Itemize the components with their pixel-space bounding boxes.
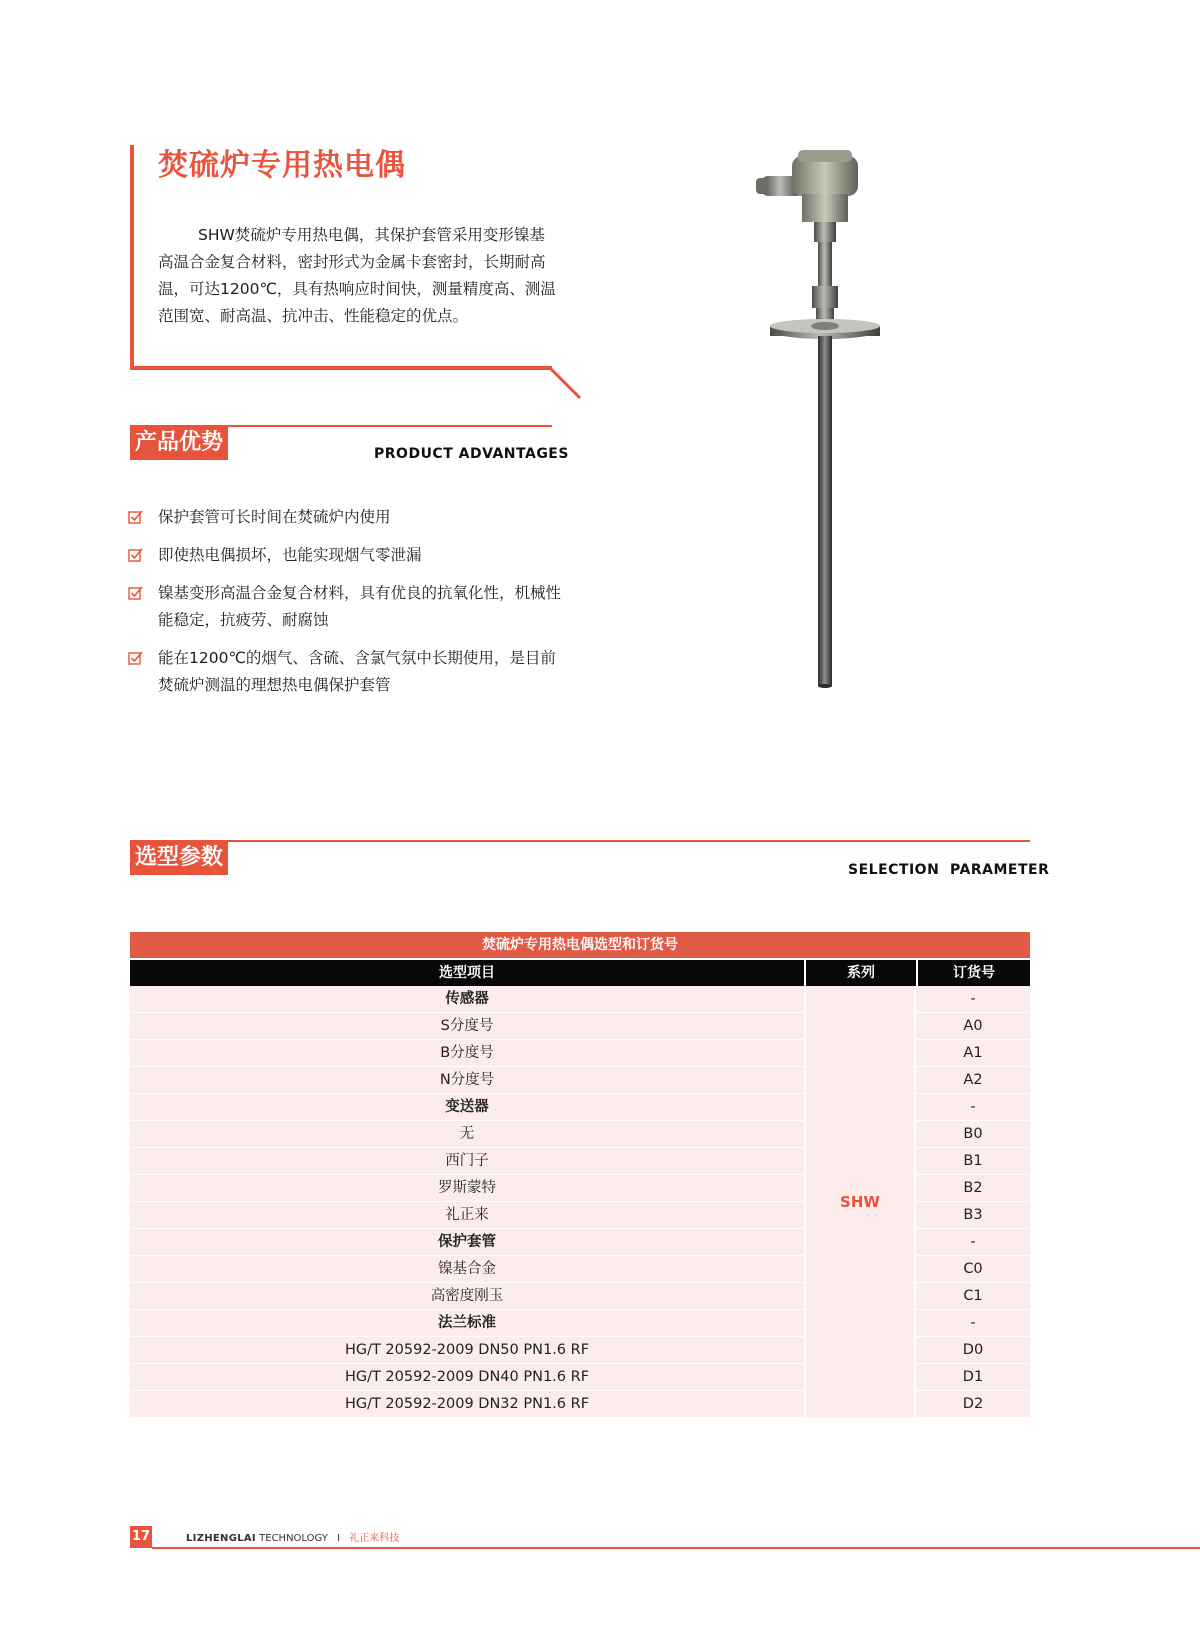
order-code-cell: C0 — [916, 1256, 1030, 1283]
order-code-cell: B1 — [916, 1148, 1030, 1175]
table-body — [130, 986, 1030, 1418]
order-code-cell: A0 — [916, 1013, 1030, 1040]
thermocouple-product-image — [752, 150, 892, 690]
codes-column — [916, 986, 1030, 1418]
checkbox-check-icon — [128, 547, 144, 563]
table-row: 镍基合金 — [130, 1256, 804, 1283]
title-accent-underline — [130, 366, 552, 370]
table-row: 无 — [130, 1121, 804, 1148]
table-title: 焚硫炉专用热电偶选型和订货号 — [130, 932, 1030, 960]
checkbox-check-icon — [128, 585, 144, 601]
order-code-cell: D1 — [916, 1364, 1030, 1391]
title-accent-bar — [130, 145, 134, 370]
title-accent-corner — [548, 366, 608, 402]
advantage-item — [128, 504, 568, 531]
page-title: 焚硫炉专用热电偶 — [158, 148, 406, 183]
order-code-cell: B3 — [916, 1202, 1030, 1229]
order-code-cell: - — [916, 1094, 1030, 1121]
advantage-text: 能在1200℃的烟气、含硫、含氯气氛中长期使用，是目前焚硫炉测温的理想热电偶保护套管 — [158, 649, 556, 694]
intro-paragraph — [158, 222, 558, 330]
advantage-text: 保护套管可长时间在焚硫炉内使用 — [158, 508, 391, 526]
selection-table — [130, 932, 1030, 1418]
table-row: HG/T 20592-2009 DN40 PN1.6 RF — [130, 1364, 804, 1391]
checkbox-check-icon — [128, 650, 144, 666]
advantage-item — [128, 542, 568, 569]
table-group-row: 传感器 — [130, 986, 804, 1013]
advantage-item — [128, 580, 568, 634]
footer-brand-cn: 礼正来科技 — [349, 1533, 400, 1544]
table-row: N分度号 — [130, 1067, 804, 1094]
advantage-text: 镍基变形高温合金复合材料，具有优良的抗氧化性，机械性能稳定，抗疲劳、耐腐蚀 — [158, 584, 562, 629]
order-code-cell: B2 — [916, 1175, 1030, 1202]
advantage-text: 即使热电偶损坏，也能实现烟气零泄漏 — [158, 546, 422, 564]
table-row: 高密度刚玉 — [130, 1283, 804, 1310]
selection-title: 选型参数 — [130, 842, 228, 875]
order-code-cell: A1 — [916, 1040, 1030, 1067]
series-cell: SHW — [804, 986, 916, 1418]
checkbox-check-icon — [128, 509, 144, 525]
table-row: HG/T 20592-2009 DN50 PN1.6 RF — [130, 1337, 804, 1364]
table-row: 礼正来 — [130, 1202, 804, 1229]
selection-rule — [130, 840, 1030, 842]
order-code-cell: - — [916, 1229, 1030, 1256]
order-code-cell: D0 — [916, 1337, 1030, 1364]
header-series: 系列 — [847, 965, 875, 981]
order-code-cell: A2 — [916, 1067, 1030, 1094]
order-code-cell: C1 — [916, 1283, 1030, 1310]
table-header — [130, 960, 1030, 986]
footer-brand-suffix: TECHNOLOGY — [259, 1533, 328, 1544]
table-row: B分度号 — [130, 1040, 804, 1067]
advantages-title-en: PRODUCT ADVANTAGES — [374, 446, 569, 462]
advantages-title: 产品优势 — [130, 427, 228, 460]
footer-rule — [152, 1547, 1200, 1549]
table-row: S分度号 — [130, 1013, 804, 1040]
table-row: 西门子 — [130, 1148, 804, 1175]
table-row: 罗斯蒙特 — [130, 1175, 804, 1202]
footer-separator: I — [337, 1533, 341, 1544]
table-group-row: 法兰标准 — [130, 1310, 804, 1337]
header-code: 订货号 — [953, 965, 995, 981]
table-group-row: 保护套管 — [130, 1229, 804, 1256]
order-code-cell: D2 — [916, 1391, 1030, 1418]
header-item: 选型项目 — [439, 965, 495, 981]
advantage-item — [128, 645, 568, 699]
selection-title-en: SELECTION PARAMETER — [848, 862, 1050, 878]
order-code-cell: - — [916, 986, 1030, 1013]
order-code-cell: B0 — [916, 1121, 1030, 1148]
footer-brand-name: LIZHENGLAI — [186, 1533, 256, 1544]
items-column — [130, 986, 804, 1418]
page-number: 17 — [130, 1526, 152, 1548]
table-row: HG/T 20592-2009 DN32 PN1.6 RF — [130, 1391, 804, 1418]
footer-brand — [186, 1529, 399, 1544]
order-code-cell: - — [916, 1310, 1030, 1337]
table-group-row: 变送器 — [130, 1094, 804, 1121]
intro-text: SHW焚硫炉专用热电偶，其保护套管采用变形镍基高温合金复合材料，密封形式为金属卡套密封，长期耐高温，可达1200℃，具有热响应时间快，测量精度高、测温范围宽、耐高温、抗冲击、性能稳定的优点。 — [158, 226, 556, 325]
